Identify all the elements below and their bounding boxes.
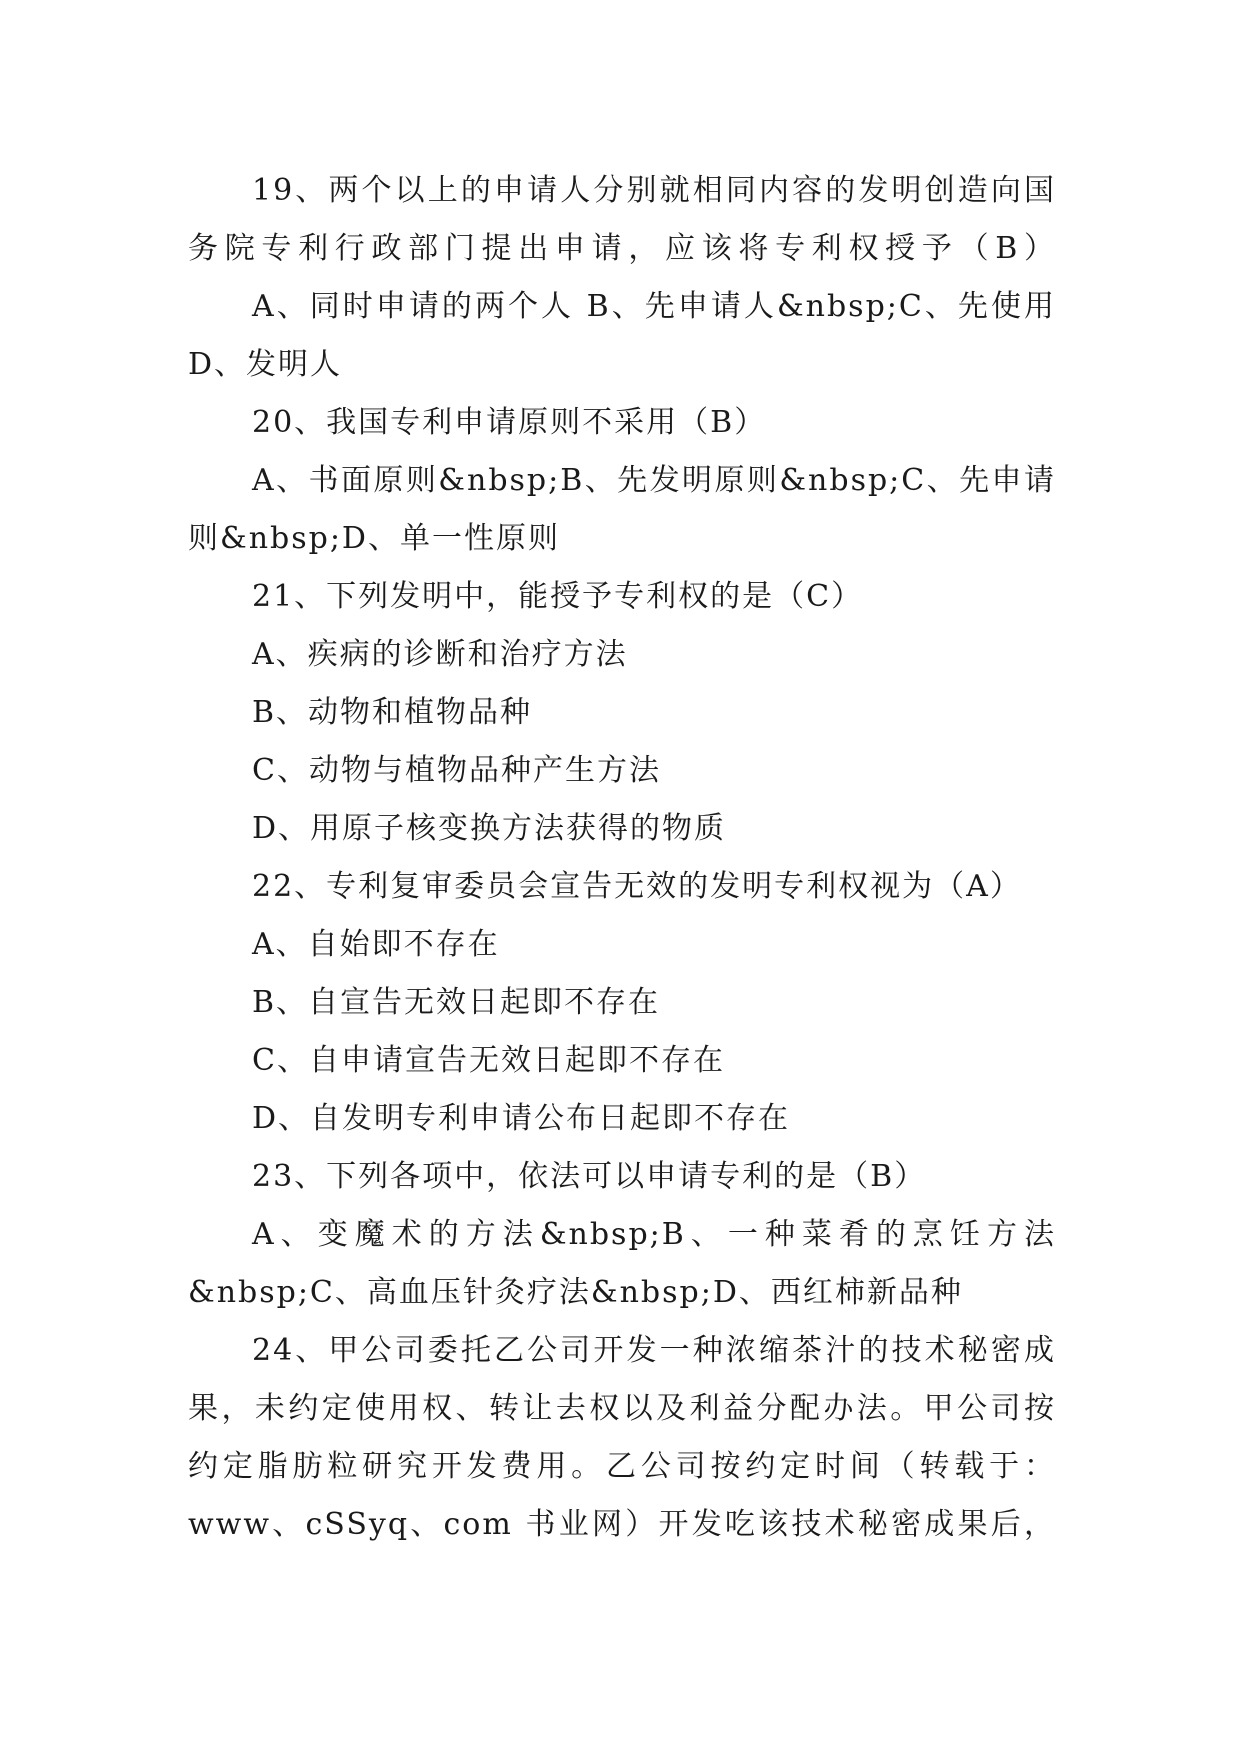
question-21-option-a: A、疾病的诊断和治疗方法	[252, 637, 628, 672]
question-23-options-line-1: A、变魔术的方法&nbsp;B、一种菜肴的烹饪方法	[252, 1217, 1056, 1252]
question-24-line-1: 24、甲公司委托乙公司开发一种浓缩茶汁的技术秘密成	[252, 1333, 1056, 1368]
question-23-options-line-2: &nbsp;C、高血压针灸疗法&nbsp;D、西红柿新品种	[188, 1275, 963, 1310]
question-22: 22、专利复审委员会宣告无效的发明专利权视为（A）	[252, 869, 1022, 904]
question-22-option-a: A、自始即不存在	[252, 927, 500, 962]
question-19-line-1: 19、两个以上的申请人分别就相同内容的发明创造向国	[252, 173, 1056, 208]
question-22-option-b: B、自宣告无效日起即不存在	[252, 985, 661, 1020]
question-22-option-c: C、自申请宣告无效日起即不存在	[252, 1043, 725, 1078]
question-21: 21、下列发明中，能授予专利权的是（C）	[252, 579, 864, 614]
question-21-option-d: D、用原子核变换方法获得的物质	[252, 811, 727, 846]
question-19-line-2: 务院专利行政部门提出申请，应该将专利权授予（B）	[188, 231, 1056, 266]
question-20: 20、我国专利申请原则不采用（B）	[252, 405, 767, 440]
question-24-line-2: 果，未约定使用权、转让去权以及利益分配办法。甲公司按	[188, 1391, 1056, 1426]
question-20-options-line-1: A、书面原则&nbsp;B、先发明原则&nbsp;C、先申请	[252, 463, 1056, 498]
question-19-options-line-2: D、发明人	[188, 347, 343, 382]
question-24-line-4: www、cSSyq、com 书业网）开发吃该技术秘密成果后，	[188, 1507, 1056, 1542]
question-21-option-c: C、动物与植物品种产生方法	[252, 753, 661, 788]
question-22-option-d: D、自发明专利申请公布日起即不存在	[252, 1101, 791, 1136]
question-23: 23、下列各项中，依法可以申请专利的是（B）	[252, 1159, 927, 1194]
question-21-option-b: B、动物和植物品种	[252, 695, 533, 730]
document-page	[188, 162, 1056, 1554]
question-24-line-3: 约定脂肪粒研究开发费用。乙公司按约定时间（转载于：	[188, 1449, 1056, 1484]
question-20-options-line-2: 则&nbsp;D、单一性原则	[188, 521, 560, 556]
question-19-options-line-1: A、同时申请的两个人 B、先申请人&nbsp;C、先使用	[252, 289, 1056, 324]
